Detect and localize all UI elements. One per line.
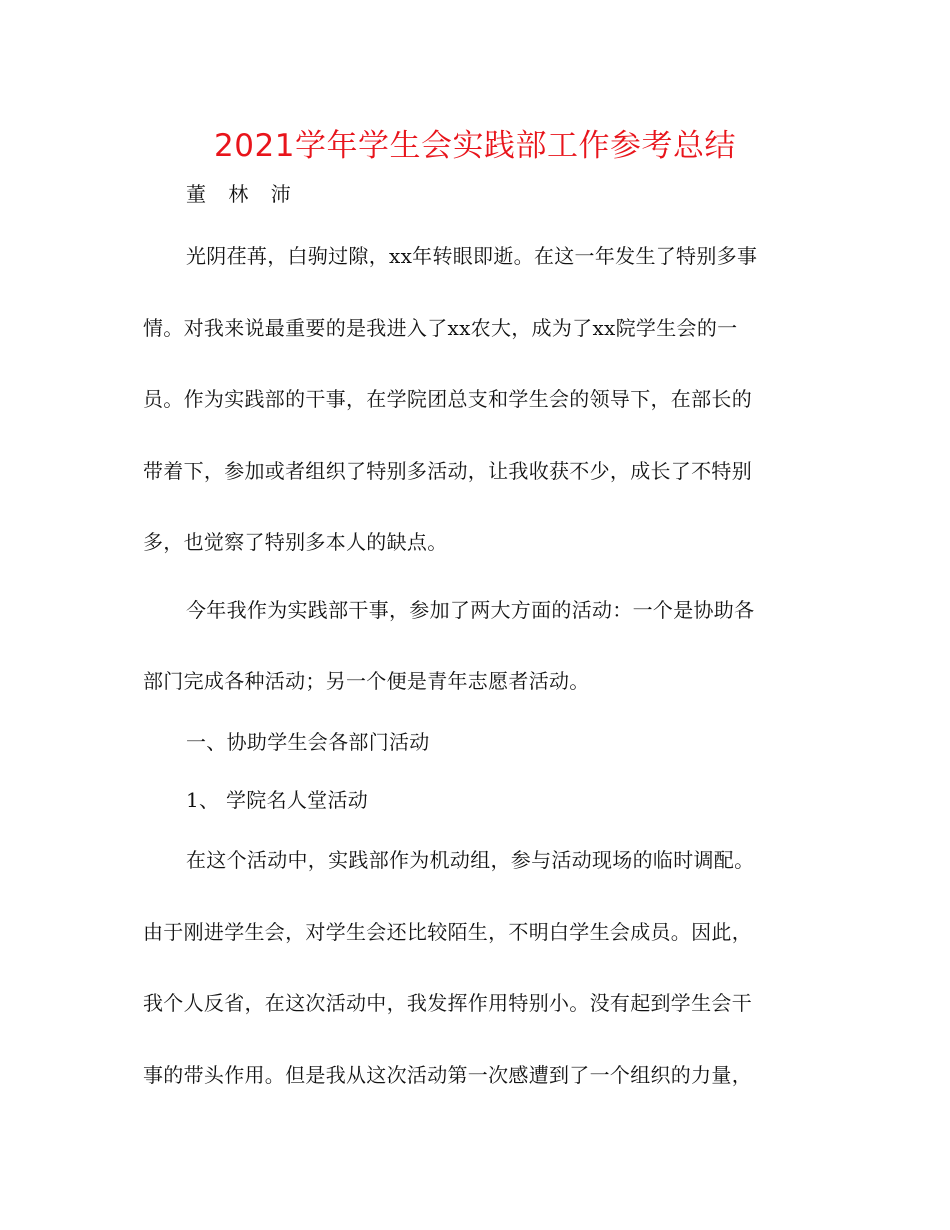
paragraph-line: 在这个活动中，实践部作为机动组，参与活动现场的临时调配。 [186,848,755,872]
paragraph-line: 带着下，参加或者组织了特别多活动，让我收获不少，成长了不特别 [143,459,752,483]
paragraph-line: 光阴荏苒，白驹过隙，xx年转眼即逝。在这一年发生了特别多事 [186,244,758,268]
subsection-heading: 1、 学院名人堂活动 [186,788,369,812]
section-heading: 一、协助学生会各部门活动 [186,730,430,754]
paragraph-line: 多，也觉察了特别多本人的缺点。 [143,530,448,554]
paragraph-line: 部门完成各种活动；另一个便是青年志愿者活动。 [143,669,590,693]
paragraph-line: 情。对我来说最重要的是我进入了xx农大，成为了xx院学生会的一 [143,316,738,340]
paragraph-line: 我个人反省，在这次活动中，我发挥作用特别小。没有起到学生会干 [143,991,752,1015]
author-name: 董 林 沛 [186,182,299,206]
paragraph-line: 今年我作为实践部干事，参加了两大方面的活动：一个是协助各 [186,598,755,622]
paragraph-line: 员。作为实践部的干事，在学院团总支和学生会的领导下，在部长的 [143,387,752,411]
document-title: 2021学年学生会实践部工作参考总结 [214,128,736,164]
paragraph-line: 事的带头作用。但是我从这次活动第一次感遭到了一个组织的力量， [143,1063,752,1087]
paragraph-line: 由于刚进学生会，对学生会还比较陌生，不明白学生会成员。因此， [143,920,752,944]
